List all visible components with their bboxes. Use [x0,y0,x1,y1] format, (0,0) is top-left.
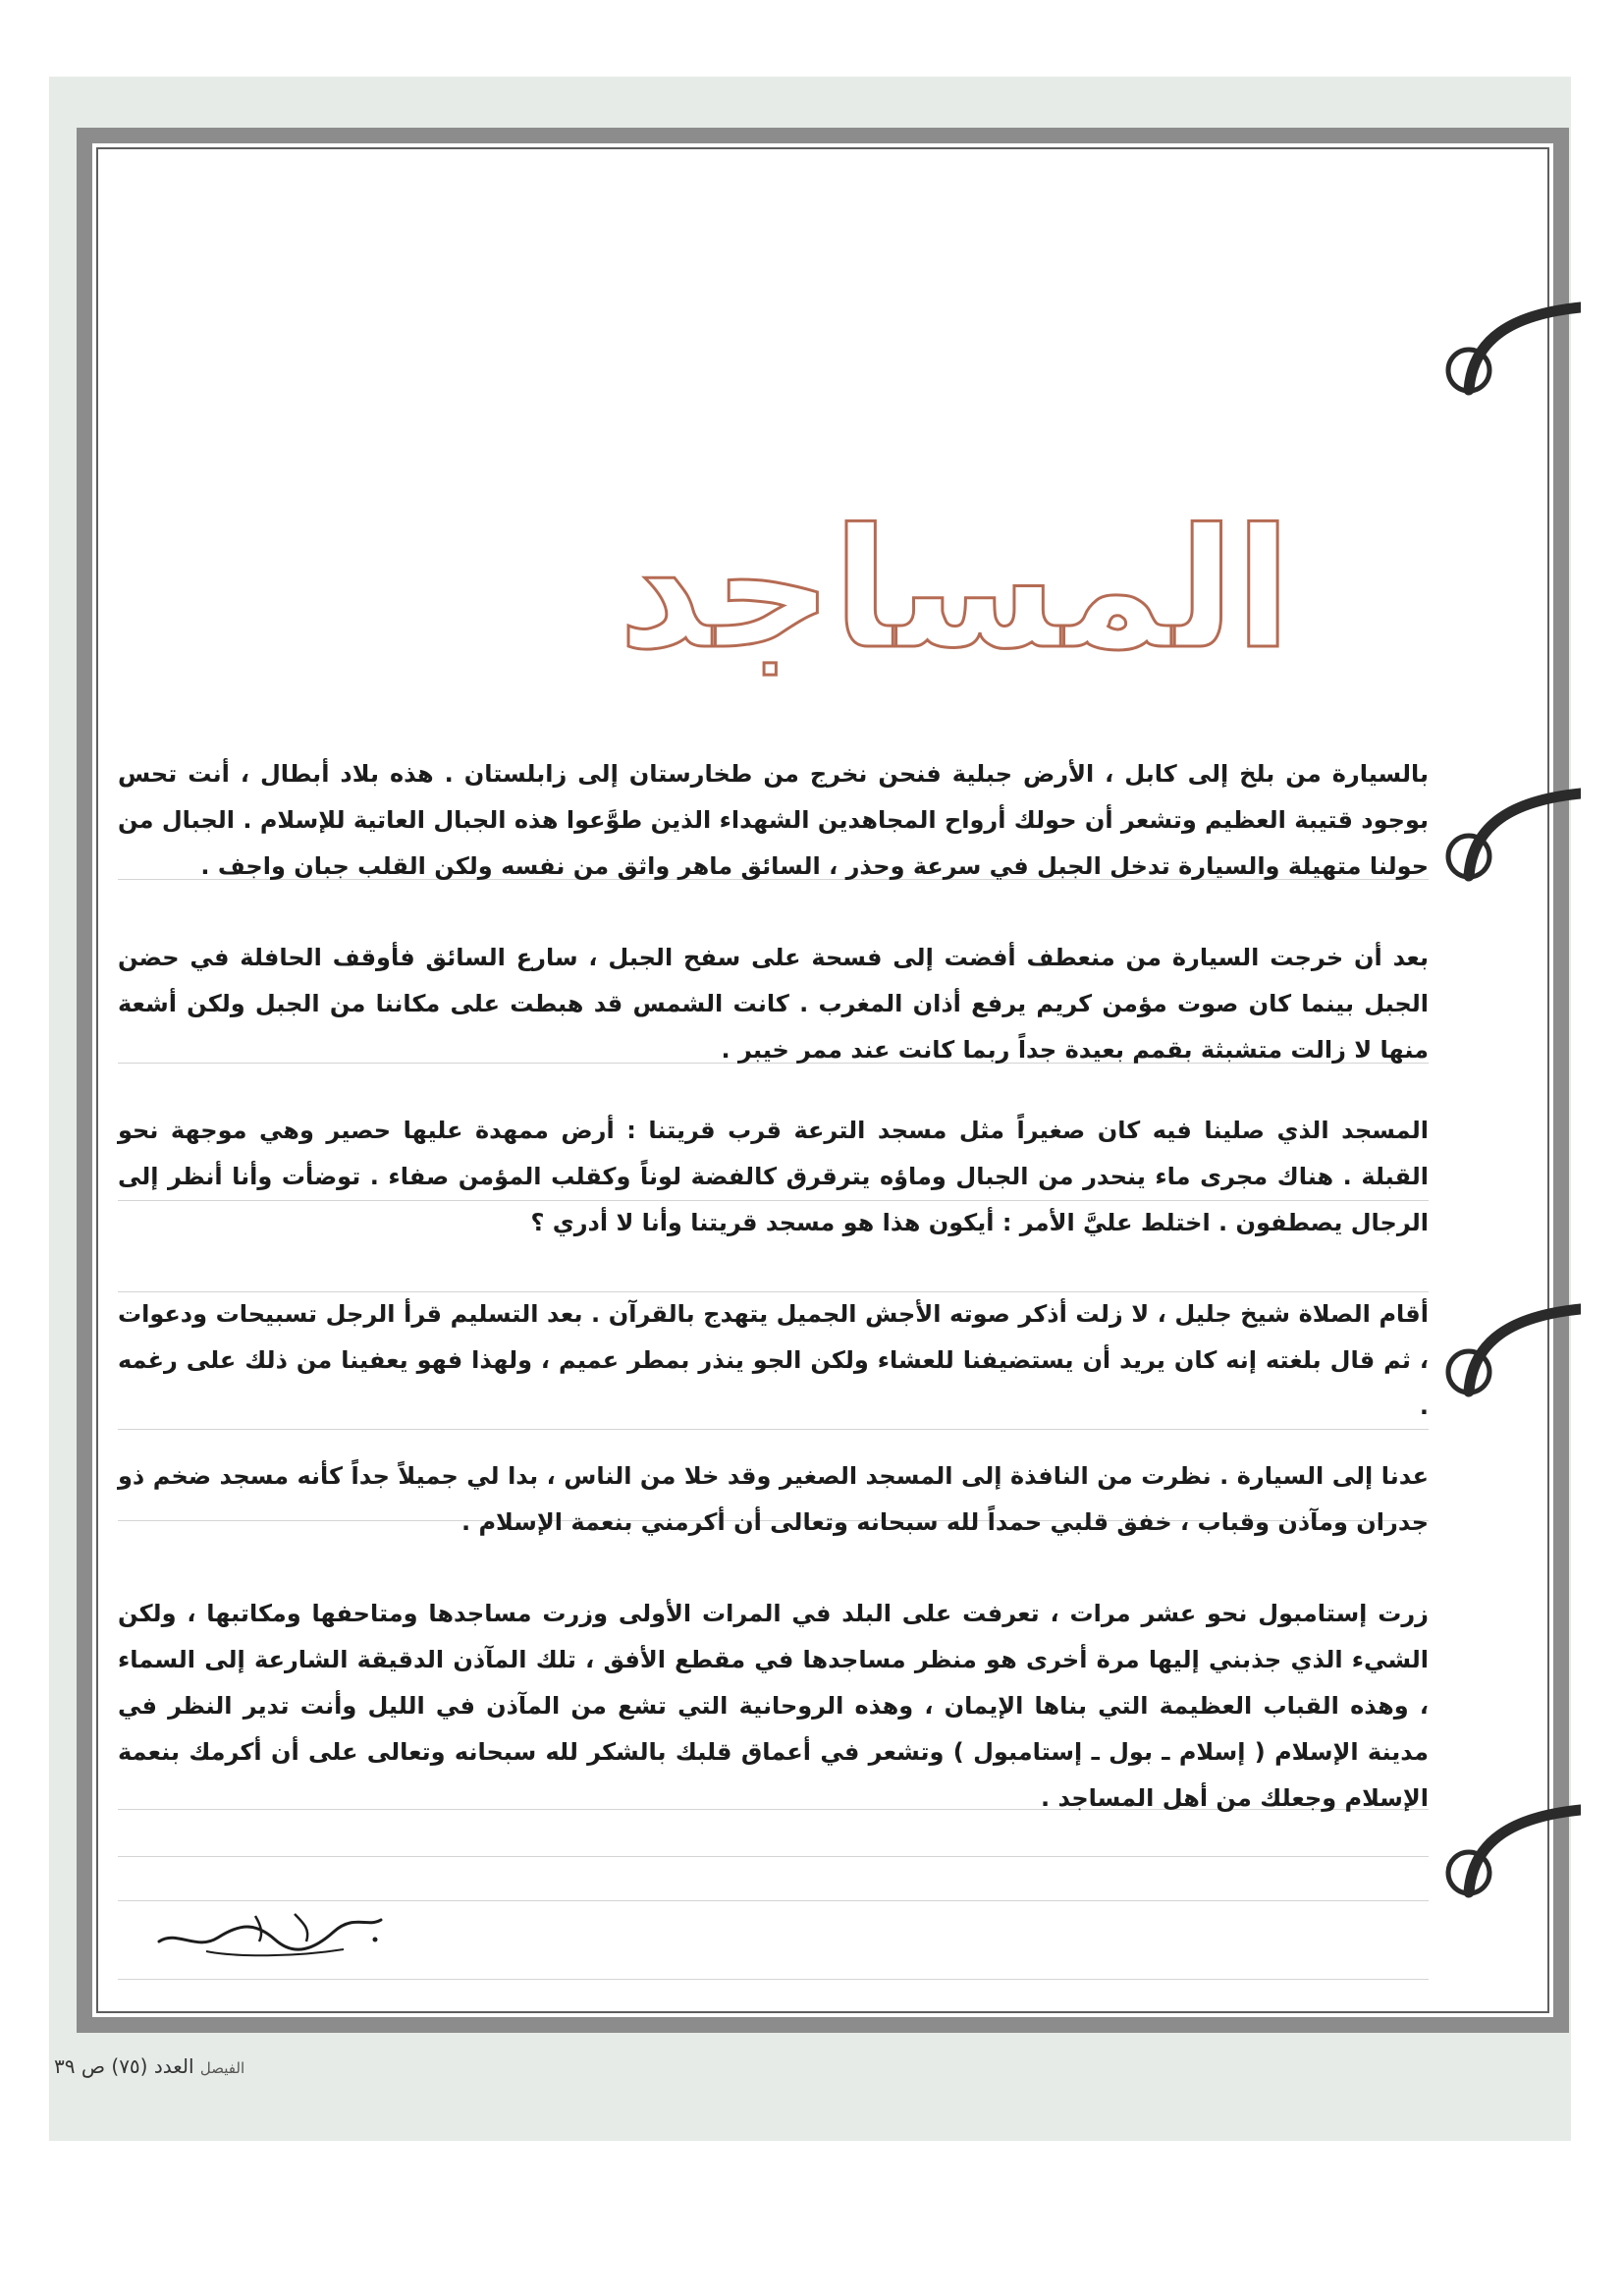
paragraph: بالسيارة من بلخ إلى كابل ، الأرض جبلية فنحن نخرج من طخارستان إلى زابلستان . هذه بلاد أبطال ، أنت تحس بوجود قتيبة العظيم وتشعر أن حولك أرواح المجاهدين الشهداء الذين طوَّعوا هذه الجبال العاتية للإسلام . الجبال من حولنا متهيلة والسيارة تدخل الجبل في سرعة وحذر ، السائق ماهر واثق من نفسه ولكن القلب جبان واجف . [118,760,1429,880]
magazine-logo: الفيصل [199,2059,245,2077]
paragraph: المسجد الذي صلينا فيه كان صغيراً مثل مسجد الترعة قرب قريتنا : أرض ممهدة عليها حصير وهي موجهة نحو القبلة . هناك مجرى ماء ينحدر من الجبال وماؤه يترقرق كالفضة لوناً وكقلب المؤمن صفاء . توضأت وأنا أنظر إلى الرجال يصطفون . اختلط عليَّ الأمر : أيكون هذا هو مسجد قريتنا وأنا لا أدري ؟ [118,1117,1429,1236]
issue-page-number: العدد (٧٥) ص ٣٩ [54,2054,194,2078]
article-title: المساجد [618,493,1292,685]
binder-ring-icon [1434,1301,1581,1409]
paragraph: أقام الصلاة شيخ جليل ، لا زلت أذكر صوته الأجش الجميل يتهدج بالقرآن . بعد التسليم قرأ الرجل تسبيحات ودعوات ، ثم قال بلغته إنه كان يريد أن يستضيفنا للعشاء ولكن الجو ينذر بمطر عميم ، ولهذا فهو يعفينا من ذلك على رغمه . [118,1300,1429,1420]
binder-ring-icon [1434,786,1581,894]
paragraph: زرت إستامبول نحو عشر مرات ، تعرفت على البلد في المرات الأولى وزرت مساجدها ومتاحفها ومكاتبها ، ولكن الشيء الذي جذبني إليها مرة أخرى هو منظر مساجدها في مقطع الأفق ، تلك المآذن الدقيقة الشارعة إلى السماء ، وهذه القباب العظيمة التي بناها الإيمان ، وهذه الروحانية التي تشع من المآذن في الليل وأنت تدير النظر في مدينة الإسلام ( إسلام ـ بول ـ إستامبول ) وتشعر في أعماق قلبك بالشكر لله سبحانه وتعالى على أن أكرمك بنعمة الإسلام وجعلك من أهل المساجد . [118,1600,1429,1812]
ruled-line [118,1979,1429,1980]
binder-ring-icon [1434,300,1581,408]
binder-ring-icon [1434,1802,1581,1910]
paragraph: عدنا إلى السيارة . نظرت من النافذة إلى المسجد الصغير وقد خلا من الناس ، بدا لي جميلاً جداً كأنه مسجد ضخم ذو جدران ومآذن وقباب ، خفق قلبي حمداً لله سبحانه وتعالى أن أكرمني بنعمة الإسلام . [118,1462,1429,1536]
page-footer [54,2054,398,2078]
ruled-line [118,1856,1429,1857]
paragraph: بعد أن خرجت السيارة من منعطف أفضت إلى فسحة على سفح الجبل ، سارع السائق فأوقف الحافلة في حضن الجبل بينما كان صوت مؤمن كريم يرفع أذان المغرب . كانت الشمس قد هبطت على مكاننا من الجبل ولكن أشعة منها لا زالت متشبثة بقمم بعيدة جداً ربما كانت عند ممر خيبر . [118,944,1429,1064]
author-signature [147,1900,393,1959]
